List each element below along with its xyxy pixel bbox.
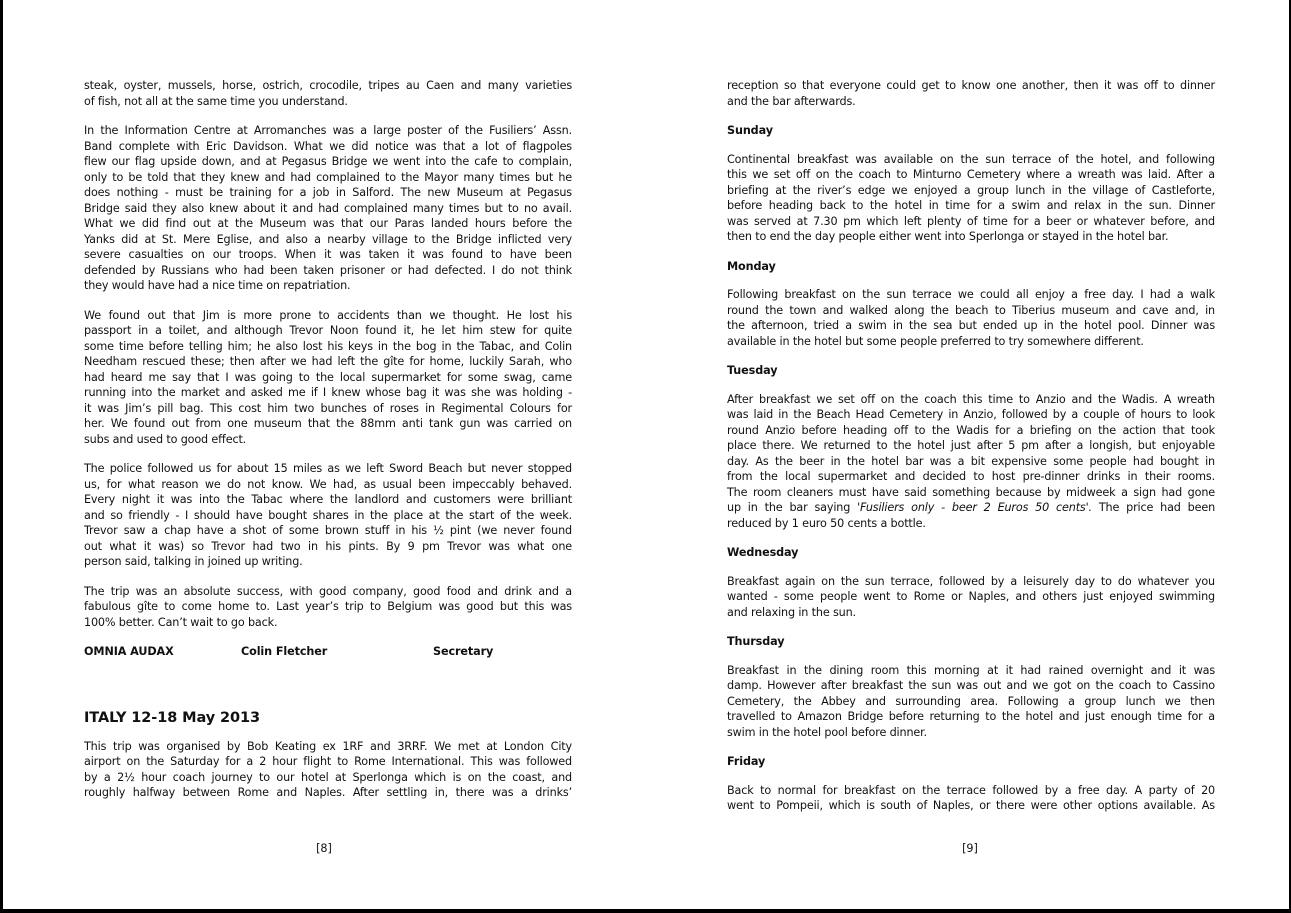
signature-motto: OMNIA AUDAX — [84, 645, 174, 658]
text-line: and relaxing in the sun. — [727, 605, 856, 619]
text-line: damp. However after breakfast the sun was out and we got on the coach to Cassino — [727, 679, 1215, 692]
text-line: the afternoon, tried a swim in the sea but ended up in the hotel pool. Dinner was — [727, 319, 1215, 332]
day-heading-thursday: Thursday — [727, 635, 785, 648]
text-line: defended by Russians who had been taken prisoner or had defected. I do not think — [84, 263, 572, 277]
text-line: airport on the Saturday for a 2 hour flight to Rome International. This was followed — [84, 755, 572, 768]
sign-quote: 'Fusiliers only - beer 2 Euros 50 cents'. — [857, 501, 1092, 514]
text-line: place there. We returned to the hotel just after 5 pm after a longish, but enjoyable — [727, 439, 1215, 452]
text-line: day. As the beer in the hotel bar was a bit expensive some people had bought in — [727, 454, 1215, 468]
text-line: Yanks did at St. Mere Eglise, and also a nearby village to the Bridge inflicted very — [84, 232, 572, 246]
page-8-text-column — [84, 78, 572, 815]
text-line: then to end the day people either went into Sperlonga or stayed in the hotel bar. — [727, 230, 1169, 243]
paragraph-thursday — [727, 663, 1215, 741]
text-line: The room cleaners must have said something because by midweek a sign had gone — [727, 485, 1215, 499]
text-line: they would have had a nice time on repatriation. — [84, 279, 351, 292]
paragraph-arromanches — [84, 123, 572, 294]
paragraph-italy-intro — [84, 739, 572, 801]
paragraph-sunday — [727, 152, 1215, 245]
paragraph-jim — [84, 308, 572, 448]
text-line: The trip was an absolute success, with good company, good food and drink and a — [84, 584, 572, 598]
text-line: had heard me say that I was going to the local supermarket for some swag, came — [84, 370, 572, 384]
page-9-text-column — [727, 78, 1215, 828]
text-line: travelled to Amazon Bridge before returning to the hotel and just enough time for a — [727, 710, 1215, 723]
text-line: of fish, not all at the same time you understand. — [84, 94, 348, 108]
text-line: running into the market and asked me if I knew whose bag it was she was holding - — [84, 386, 572, 399]
text-line: Cemetery, the Abbey and surrounding area. Following a group lunch we then — [727, 694, 1215, 708]
text-line: by a 2½ hour coach journey to our hotel at Sperlonga which is on the coast, and — [84, 770, 572, 784]
page-8 — [6, 0, 646, 909]
text-line: available in the hotel but some people preferred to try somewhere different. — [727, 334, 1144, 348]
day-heading-wednesday: Wednesday — [727, 546, 799, 559]
text-line: steak, oyster, mussels, horse, ostrich, crocodile, tripes au Caen and many varieties — [84, 79, 572, 92]
text-line: only to be told that they knew and had complained to the Mayor many times but he — [84, 170, 572, 184]
day-heading-friday: Friday — [727, 755, 766, 768]
text-line: us, for what reason we do not know. We had, as usual been impeccably behaved. — [84, 477, 572, 491]
text-line: Back to normal for breakfast on the terrace followed by a free day. A party of 20 — [727, 783, 1215, 797]
text-fragment: The price had been — [1091, 501, 1216, 514]
text-line: passport in a toilet, and although Trevor Noon found it, he let him stew for quite — [84, 324, 572, 337]
text-line: flew our flag upside down, and at Pegasus Bridge we went into the cafe to complain, — [84, 155, 572, 168]
day-heading-monday: Monday — [727, 259, 776, 273]
text-line: person said, talking in joined up writing. — [84, 555, 303, 568]
day-heading-sunday: Sunday — [727, 124, 773, 137]
text-fragment: up in the bar saying — [727, 501, 858, 514]
text-line: Every night it was into the Tabac where the landlord and customers were brilliant — [84, 493, 572, 506]
text-line: We found out that Jim is more prone to accidents than we thought. He lost his — [84, 308, 572, 322]
text-line: round Anzio before heading off to the Wadis for a briefing on the action that took — [727, 423, 1215, 437]
text-line: Trevor saw a chap have a shot of some brown stuff in his ½ pint (we never found — [84, 524, 572, 537]
page-9 — [648, 0, 1291, 909]
text-line: Continental breakfast was available on the sun terrace of the hotel, and following — [727, 152, 1215, 166]
text-line: Needham rescued these; then after we had left the gîte for home, luckily Sarah, who — [84, 355, 572, 368]
text-line: Band complete with Eric Davidson. What we did notice was that a lot of flagpoles — [84, 139, 572, 153]
paragraph-reception — [727, 78, 1215, 109]
text-line: Breakfast in the dining room this morning at it had rained overnight and it was — [727, 663, 1215, 677]
page-number: [9] — [962, 842, 978, 855]
text-line: This trip was organised by Bob Keating ex 1RF and 3RRF. We met at London City — [84, 739, 572, 753]
text-line: Breakfast again on the sun terrace, followed by a leisurely day to do whatever you — [727, 574, 1215, 588]
text-line: some time before telling him; he also lost his keys in the bog in the Tabac, and Colin — [84, 339, 572, 353]
text-line: out what it was) so Trevor had two in his pints. By 9 pm Trevor was what one — [84, 539, 572, 553]
text-line: it was Jim’s pill bag. This cost him two bunches of roses in Regimental Colours for — [84, 401, 572, 415]
text-line: was laid in the Beach Head Cemetery in Anzio, followed by a couple of hours to look — [727, 408, 1215, 421]
text-line: was served at 7.30 pm which left plenty of time for a beer or whatever before, and — [727, 214, 1215, 228]
signature-line — [84, 644, 572, 660]
text-line: 100% better. Can’t wait to go back. — [84, 615, 278, 629]
signature-name: Colin Fletcher — [241, 645, 328, 658]
text-line: and so friendly - I should have bought shares in the place at the start of the week. — [84, 508, 572, 522]
text-line: Bridge said they also knew about it and had complained many times but to no avail. — [84, 201, 572, 215]
text-line: What we did find out at the Museum was that our Paras landed hours before the — [84, 217, 572, 230]
text-line: went to Pompeii, which is south of Naples, or there were other options available. As — [727, 799, 1215, 812]
text-line: severe casualties on our troops. When it was taken it was found to have been — [84, 248, 572, 261]
text-line: Following breakfast on the sun terrace we could all enjoy a free day. I had a walk — [727, 288, 1215, 301]
paragraph-food — [84, 78, 572, 109]
text-line: this we set off on the coach to Minturno Cemetery where a wreath was laid. After a — [727, 168, 1215, 181]
section-title-italy: ITALY 12-18 May 2013 — [84, 709, 260, 726]
page-number: [8] — [316, 842, 332, 855]
text-line: In the Information Centre at Arromanches was a large poster of the Fusiliers’ Assn. — [84, 124, 572, 137]
text-line-with-quote — [727, 500, 1215, 516]
paragraph-police — [84, 461, 572, 570]
text-line: swim in the hotel pool before dinner. — [727, 725, 927, 739]
text-line: before heading back to the hotel in time for a swim and relax in the sun. Dinner — [727, 199, 1215, 212]
paragraph-tuesday — [727, 392, 1215, 532]
paragraph-wednesday — [727, 574, 1215, 621]
paragraph-conclusion — [84, 584, 572, 631]
text-line: The police followed us for about 15 miles as we left Sword Beach but never stopped — [84, 462, 572, 475]
text-line: round the town and walked along the beach to Tiberius museum and cave and, in — [727, 303, 1215, 317]
text-line: After breakfast we set off on the coach this time to Anzio and the Wadis. A wreath — [727, 392, 1215, 406]
text-line: subs and used to good effect. — [84, 432, 247, 446]
text-line: roughly halfway between Rome and Naples. After settling in, there was a drinks’ — [84, 786, 572, 799]
text-line: fabulous gîte to come home to. Last year’s trip to Belgium was good but this was — [84, 600, 572, 613]
paragraph-monday — [727, 287, 1215, 349]
text-line: does nothing - must be training for a job in Salford. The new Museum at Pegasus — [84, 186, 572, 199]
text-line: her. We found out from one museum that the 88mm anti tank gun was carried on — [84, 417, 572, 430]
text-line: from the local supermarket and decided to host pre-dinner drinks in their rooms. — [727, 470, 1215, 483]
signature-role: Secretary — [433, 645, 494, 658]
text-line: and the bar afterwards. — [727, 94, 856, 108]
paragraph-friday — [727, 783, 1215, 814]
text-line: wanted - some people went to Rome or Naples, and others just enjoyed swimming — [727, 590, 1215, 603]
text-line: reduced by 1 euro 50 cents a bottle. — [727, 516, 926, 530]
text-line: reception so that everyone could get to know one another, then it was off to dinner — [727, 79, 1215, 92]
day-heading-tuesday: Tuesday — [727, 364, 778, 377]
text-line: briefing at the river’s edge we enjoyed a group lunch in the village of Castleforte, — [727, 183, 1215, 197]
